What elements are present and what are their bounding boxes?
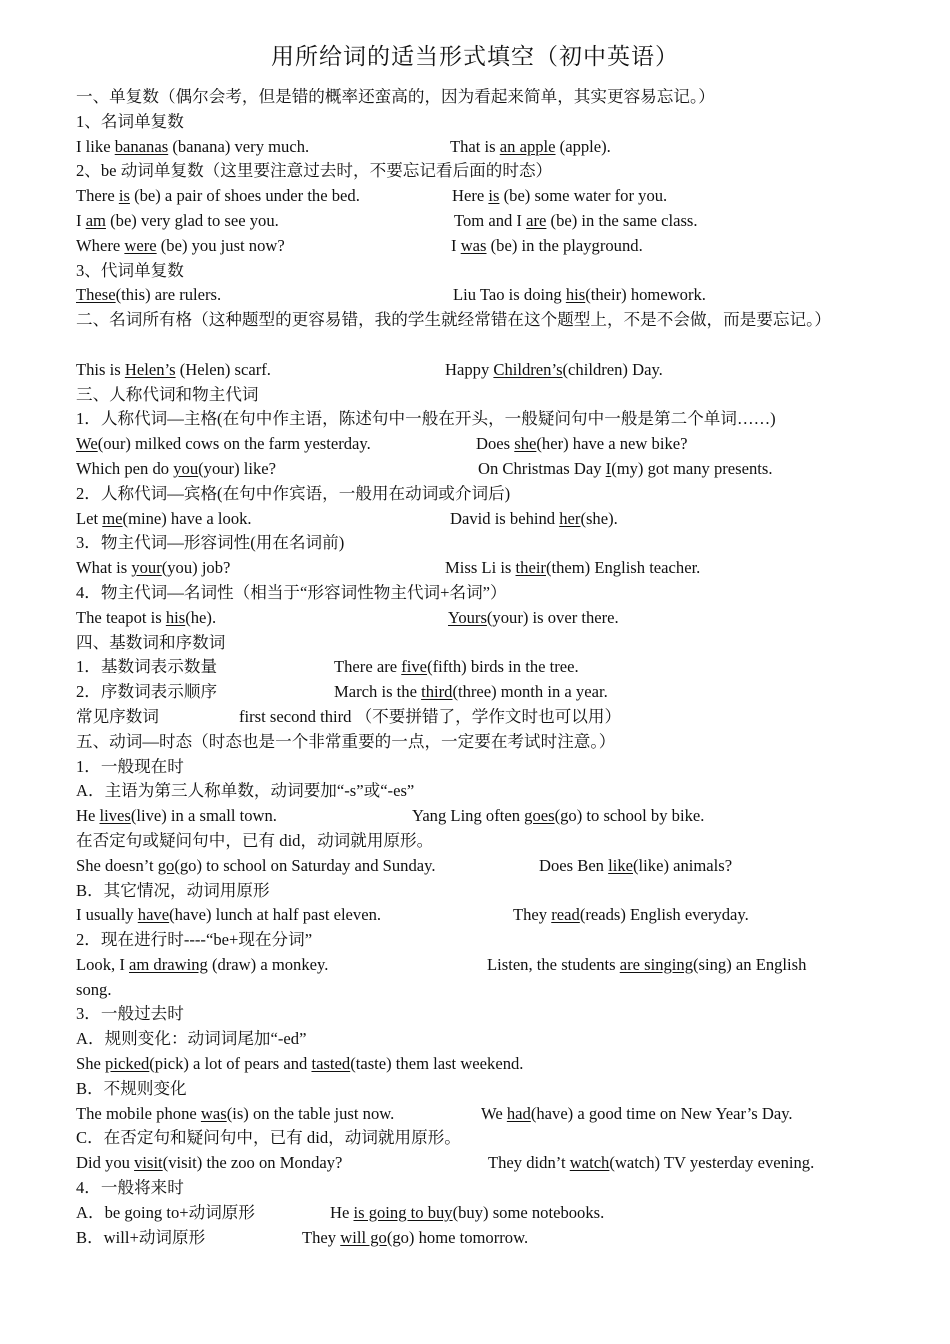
line-second-column (302, 1226, 528, 1251)
text-segment: 三、人称代词和物主代词 (76, 384, 259, 404)
document-line (76, 135, 876, 160)
text-segment: March is the (334, 682, 422, 702)
line-second-column (513, 903, 749, 928)
text-segment: (go) home tomorrow. (386, 1227, 529, 1247)
answer-blank: is (118, 186, 130, 206)
line-text (76, 186, 360, 205)
text-segment: B．will+动词原形 (76, 1227, 206, 1247)
document-line (76, 1151, 876, 1176)
line-text (76, 509, 252, 528)
text-segment: C．在否定句和疑问句中，已有 did，动词就用原形。 (76, 1128, 461, 1148)
text-segment: (apple). (555, 136, 611, 156)
line-text (76, 1128, 461, 1147)
line-second-column (448, 606, 619, 631)
answer-blank: We (76, 434, 98, 454)
line-text (76, 161, 552, 180)
text-segment: (be) some water for you. (499, 186, 668, 206)
text-segment: Which pen do (76, 458, 174, 478)
document-line (76, 1102, 876, 1127)
document-line (76, 1176, 876, 1201)
text-segment: A．规则变化：动词词尾加“-ed” (76, 1029, 307, 1049)
line-text (76, 211, 279, 230)
text-segment: 常见序数词 (76, 706, 159, 726)
line-text (76, 781, 414, 800)
answer-blank: Yours (448, 607, 487, 627)
document-line (76, 581, 876, 606)
answer-blank: am drawing (129, 954, 208, 974)
text-segment: On Christmas Day (478, 458, 606, 478)
text-segment: There are (334, 657, 402, 677)
text-segment: 2、be 动词单复数（这里要注意过去时，不要忘记看后面的时态） (76, 161, 553, 181)
line-text (76, 137, 309, 156)
document-line (76, 978, 876, 1003)
text-segment: (have) a good time on New Year’s Day. (530, 1103, 793, 1123)
line-second-column (488, 1151, 814, 1176)
line-text (76, 533, 344, 552)
text-segment: (buy) some notebooks. (452, 1202, 605, 1222)
text-segment: (go) to school on Saturday and Sunday. (174, 855, 436, 875)
line-text (76, 1104, 394, 1123)
text-segment: (mine) have a look. (122, 508, 252, 528)
text-segment: This is (76, 359, 125, 379)
text-segment: 二、名词所有格（这种题型的更容易错，我的学生就经常错在这个题型上，不是不会做，而是要忘记。） (76, 310, 832, 330)
text-segment: Look, I (76, 954, 129, 974)
line-second-column (334, 655, 579, 680)
answer-blank: is (488, 186, 500, 206)
exercise-lines (76, 85, 876, 1250)
text-segment: (be) you just now? (156, 235, 285, 255)
text-segment: Let (76, 508, 103, 528)
line-text (76, 1228, 205, 1247)
answer-blank: his (565, 285, 586, 305)
document-line (76, 1126, 876, 1151)
text-segment: (is) on the table just now. (226, 1103, 395, 1123)
text-segment: 四、基数词和序数词 (76, 632, 226, 652)
line-text (76, 261, 184, 280)
text-segment: We (481, 1103, 507, 1123)
line-text (76, 484, 510, 503)
answer-blank: are (526, 210, 547, 230)
text-segment: I (451, 235, 461, 255)
line-second-column (539, 854, 732, 879)
line-text (76, 980, 112, 999)
document-line (76, 730, 876, 755)
text-segment: Did you (76, 1153, 135, 1173)
document-line (76, 432, 876, 457)
text-segment: There (76, 186, 119, 206)
text-segment: 一、单复数（偶尔会考，但是错的概率还蛮高的，因为看起来简单，其实更容易忘记。） (76, 87, 715, 106)
text-segment: A．主语为第三人称单数，动词要加“-s”或“-es” (76, 781, 415, 801)
document-line (76, 928, 876, 953)
text-segment: (be) very glad to see you. (105, 210, 279, 230)
line-second-column (451, 234, 643, 259)
line-text (76, 1079, 187, 1098)
text-segment: Does (476, 434, 515, 454)
document-line (76, 631, 876, 656)
answer-blank: Children’s (493, 359, 563, 379)
text-segment: (you) job? (161, 558, 231, 578)
answer-blank: picked (105, 1054, 150, 1074)
line-text (76, 955, 328, 974)
text-segment: (visit) the zoo on Monday? (162, 1153, 343, 1173)
answer-blank: watch (569, 1153, 610, 1173)
line-second-column (478, 457, 773, 482)
document-line (76, 804, 876, 829)
text-segment: 3．物主代词—形容词性(用在名词前) (76, 533, 345, 553)
text-segment: Miss Li is (445, 558, 516, 578)
document-line (76, 705, 876, 730)
document-line (76, 457, 876, 482)
text-segment: 3、代词单复数 (76, 260, 184, 280)
answer-blank: lives (99, 806, 131, 826)
line-text (76, 385, 259, 404)
answer-blank: she (514, 434, 537, 454)
line-text (76, 87, 715, 106)
text-segment: He (76, 806, 100, 826)
document-line (76, 283, 876, 308)
line-text (76, 682, 217, 701)
text-segment: (she). (580, 508, 618, 528)
line-text (76, 409, 776, 428)
answer-blank: goes (524, 806, 555, 826)
text-segment: (banana) very much. (168, 136, 310, 156)
line-text (76, 806, 277, 825)
answer-blank: was (200, 1103, 227, 1123)
document-line (76, 1201, 876, 1226)
answer-blank: is going to buy (353, 1202, 453, 1222)
document-line (76, 85, 876, 110)
line-second-column (487, 953, 806, 978)
line-text (76, 633, 225, 652)
answer-blank: I (605, 458, 612, 478)
text-segment: 五、动词—时态（时态也是一个非常重要的一点，一定要在考试时注意。） (76, 731, 616, 751)
text-segment: That is (450, 136, 500, 156)
line-text (76, 1203, 255, 1222)
line-text (76, 930, 312, 949)
line-text (76, 360, 271, 379)
text-segment: (live) in a small town. (130, 806, 277, 826)
text-segment: (them) English teacher. (545, 558, 701, 578)
document-line (76, 358, 876, 383)
line-text (76, 1153, 342, 1172)
text-segment: (pick) a lot of pears and (149, 1054, 312, 1074)
answer-blank: me (102, 508, 123, 528)
text-segment: The mobile phone (76, 1103, 201, 1123)
document-line (76, 829, 876, 854)
document-line (76, 655, 876, 680)
document-line (76, 1226, 876, 1251)
line-second-column (445, 556, 700, 581)
text-segment: 2．现在进行时----“be+现在分词” (76, 930, 313, 950)
text-segment: (draw) a monkey. (207, 954, 329, 974)
text-segment: 1．基数词表示数量 (76, 657, 218, 677)
line-second-column (454, 209, 698, 234)
text-segment: B．不规则变化 (76, 1078, 187, 1098)
document-line (76, 507, 876, 532)
text-segment: Here (452, 186, 489, 206)
line-text (76, 1054, 523, 1073)
document-line (76, 209, 876, 234)
line-second-column (330, 1201, 604, 1226)
text-segment: song. (76, 979, 112, 999)
line-second-column (239, 705, 621, 730)
document-title: 用所给词的适当形式填空（初中英语） (271, 44, 679, 69)
text-segment: Listen, the students (487, 954, 620, 974)
line-text (76, 285, 221, 304)
answer-blank: bananas (114, 136, 169, 156)
answer-blank: like (608, 855, 634, 875)
text-segment: (be) in the same class. (546, 210, 698, 230)
document-line (76, 953, 876, 978)
answer-blank: will go (340, 1227, 387, 1247)
answer-blank: five (401, 657, 428, 677)
answer-blank: Helen’s (124, 359, 176, 379)
text-segment: (your) is over there. (486, 607, 619, 627)
text-segment: Yang Ling often (412, 806, 525, 826)
document-line (76, 1077, 876, 1102)
line-text (76, 583, 507, 602)
line-second-column (453, 283, 706, 308)
text-segment: David is behind (450, 508, 560, 528)
document-line (76, 779, 876, 804)
answer-blank: an apple (499, 136, 556, 156)
line-second-column (476, 432, 688, 457)
text-segment: Tom and I (454, 210, 527, 230)
text-segment: (my) got many presents. (611, 458, 773, 478)
text-segment: (reads) English everyday. (579, 905, 749, 925)
answer-blank: are singing (619, 954, 694, 974)
line-second-column (450, 507, 618, 532)
text-segment: I usually (76, 905, 138, 925)
answer-blank: go (157, 855, 175, 875)
document-line (76, 606, 876, 631)
answer-blank: their (515, 558, 546, 578)
line-text (76, 1029, 306, 1048)
line-text (76, 757, 184, 776)
line-text (76, 112, 184, 131)
answer-blank: her (559, 508, 581, 528)
answer-blank: have (137, 905, 170, 925)
answer-blank: third (421, 682, 453, 702)
document-line (76, 234, 876, 259)
text-segment: Liu Tao is doing (453, 285, 566, 305)
text-segment: (their) homework. (585, 285, 706, 305)
answer-blank: had (506, 1103, 531, 1123)
document-line (76, 159, 876, 184)
line-text (76, 459, 276, 478)
line-second-column (445, 358, 663, 383)
text-segment: (watch) TV yesterday evening. (609, 1153, 815, 1173)
document-line (76, 879, 876, 904)
document-line (76, 308, 876, 358)
text-segment: (taste) them last weekend. (350, 1054, 524, 1074)
text-segment: (be) a pair of shoes under the bed. (129, 186, 360, 206)
line-text (76, 558, 230, 577)
answer-blank: These (76, 285, 116, 305)
text-segment: (be) in the playground. (486, 235, 643, 255)
text-segment: 2．序数词表示顺序 (76, 682, 218, 702)
document-line (76, 110, 876, 135)
line-text (76, 434, 371, 453)
document-line (76, 1027, 876, 1052)
text-segment: The teapot is (76, 607, 166, 627)
text-segment: (have) lunch at half past eleven. (169, 905, 382, 925)
text-segment: She doesn’t (76, 855, 158, 875)
text-segment: 1、名词单复数 (76, 111, 184, 131)
answer-blank: were (124, 235, 157, 255)
line-second-column (334, 680, 608, 705)
text-segment: They didn’t (488, 1153, 570, 1173)
document-line (76, 755, 876, 780)
text-segment: A．be going to+动词原形 (76, 1202, 255, 1222)
document-line (76, 1052, 876, 1077)
text-segment: 1．人称代词—主格(在句中作主语，陈述句中一般在开头，一般疑问句中一般是第二个单词……) (76, 409, 776, 429)
line-text (76, 657, 217, 676)
text-segment: 1．一般现在时 (76, 756, 184, 776)
line-text (76, 310, 831, 329)
text-segment: (Helen) scarf. (175, 359, 271, 379)
answer-blank: read (551, 905, 580, 925)
text-segment: 在否定句或疑问句中，已有 did，动词就用原形。 (76, 830, 434, 850)
line-text (76, 608, 216, 627)
text-segment: 3．一般过去时 (76, 1004, 184, 1024)
line-text (76, 1178, 184, 1197)
text-segment: (go) to school by bike. (554, 806, 705, 826)
document-line (76, 680, 876, 705)
text-segment: B．其它情况，动词用原形 (76, 880, 270, 900)
document-line (76, 531, 876, 556)
text-segment: I like (76, 136, 115, 156)
text-segment: Happy (445, 359, 494, 379)
text-segment: (he). (185, 607, 217, 627)
text-segment: 4．一般将来时 (76, 1178, 184, 1198)
line-second-column (450, 135, 611, 160)
line-text (76, 707, 159, 726)
answer-blank: tasted (311, 1054, 351, 1074)
text-segment: They (513, 905, 552, 925)
text-segment: 4．物主代词—名词性（相当于“形容词性物主代词+名词”） (76, 582, 507, 602)
answer-blank: was (460, 235, 487, 255)
text-segment: What is (76, 558, 132, 578)
line-second-column (412, 804, 704, 829)
text-segment: They (302, 1227, 341, 1247)
text-segment: (three) month in a year. (452, 682, 608, 702)
answer-blank: his (165, 607, 186, 627)
line-text (76, 732, 615, 751)
line-second-column (481, 1102, 793, 1127)
line-text (76, 236, 285, 255)
text-segment: (sing) an English (693, 954, 807, 974)
answer-blank: you (173, 458, 199, 478)
document-line (76, 903, 876, 928)
line-text (76, 831, 433, 850)
text-segment: (our) milked cows on the farm yesterday. (97, 434, 371, 454)
line-text (76, 856, 436, 875)
line-text (76, 881, 270, 900)
document-line (76, 482, 876, 507)
document-line (76, 854, 876, 879)
answer-blank: visit (134, 1153, 163, 1173)
line-second-column (452, 184, 667, 209)
text-segment: Does Ben (539, 855, 609, 875)
document-line (76, 184, 876, 209)
answer-blank: am (85, 210, 106, 230)
text-segment: (your) like? (198, 458, 276, 478)
document-line (76, 556, 876, 581)
text-segment: I (76, 210, 86, 230)
text-segment: (her) have a new bike? (536, 434, 688, 454)
line-text (76, 1004, 184, 1023)
answer-blank: your (131, 558, 162, 578)
text-segment: (fifth) birds in the tree. (427, 657, 579, 677)
text-segment: She (76, 1054, 106, 1074)
text-segment: first second third （不要拼错了，学作文时也可以用） (239, 706, 622, 726)
text-segment: (this) are rulers. (115, 285, 222, 305)
document-line (76, 259, 876, 284)
document-line (76, 1002, 876, 1027)
text-segment: (like) animals? (633, 855, 733, 875)
text-segment: 2．人称代词—宾格(在句中作宾语，一般用在动词或介词后) (76, 483, 511, 503)
text-segment: (children) Day. (562, 359, 663, 379)
text-segment: Where (76, 235, 125, 255)
line-text (76, 905, 381, 924)
document-line (76, 407, 876, 432)
document-line (76, 383, 876, 408)
text-segment: He (330, 1202, 354, 1222)
